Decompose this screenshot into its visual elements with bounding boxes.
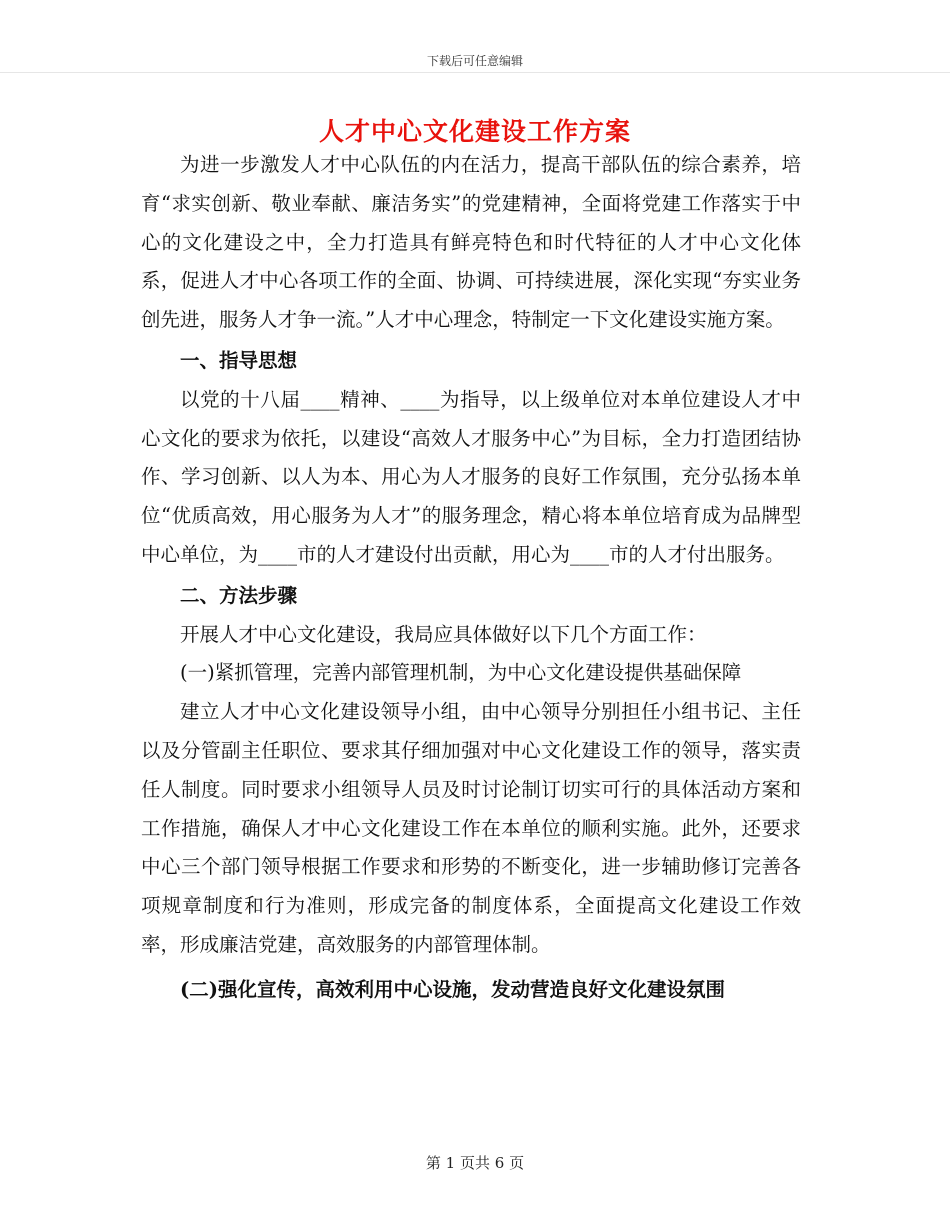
header-divider — [0, 72, 950, 73]
subsection-heading-2: (二)强化宣传，高效利用中心设施，发动营造良好文化建设氛围 — [180, 977, 725, 1001]
page-header-note: 下载后可任意编辑 — [426, 54, 523, 68]
guiding-thought-paragraph: 以党的十八届____精神、____为指导，以上级单位对本单位建设人才中心文化的要求为依托，以建设“高效人才服务中心”为目标，全力打造团结协作、学习创新、以人为本、用心为人才服务的良好工作氛围，充分弘扬本单位“优质高效，用心服务为人才”的服务理念，精心将本单位培育成为品牌型中心单位，为____市的人才建设付出贡献，用心为____市的人才付出服务。 — [141, 387, 801, 566]
section-heading-guiding-thought: 一、指导思想 — [180, 348, 298, 372]
method-steps-intro: 开展人才中心文化建设，我局应具体做好以下几个方面工作： — [180, 622, 707, 646]
management-paragraph: 建立人才中心文化建设领导小组，由中心领导分别担任小组书记、主任以及分管副主任职位、要求其仔细加强对中心文化建设工作的领导，落实责任人制度。同时要求小组领导人员及时讨论制订切实可行的具体活动方案和工作措施，确保人才中心文化建设工作在本单位的顺利实施。此外，还要求中心三个部门领导根据工作要求和形势的不断变化，进一步辅助修订完善各项规章制度和行为准则，形成完备的制度体系，全面提高文化建设工作效率，形成廉洁党建，高效服务的内部管理体制。 — [141, 700, 801, 956]
subsection-heading-1: (一)紧抓管理，完善内部管理机制，为中心文化建设提供基础保障 — [180, 661, 742, 685]
page-number: 第 1 页共 6 页 — [425, 1154, 525, 1172]
intro-paragraph: 为进一步激发人才中心队伍的内在活力，提高干部队伍的综合素养，培育“求实创新、敬业奉献、廉洁务实”的党建精神，全面将党建工作落实于中心的文化建设之中，全力打造具有鲜亮特色和时代特征的人才中心文化体系，促进人才中心各项工作的全面、协调、可持续进展，深化实现“夯实业务创先进，服务人才争一流。”人才中心理念，特制定一下文化建设实施方案。 — [141, 153, 801, 332]
document-title: 人才中心文化建设工作方案 — [318, 117, 631, 146]
section-heading-method-steps: 二、方法步骤 — [180, 583, 298, 607]
document-body — [141, 146, 801, 1010]
